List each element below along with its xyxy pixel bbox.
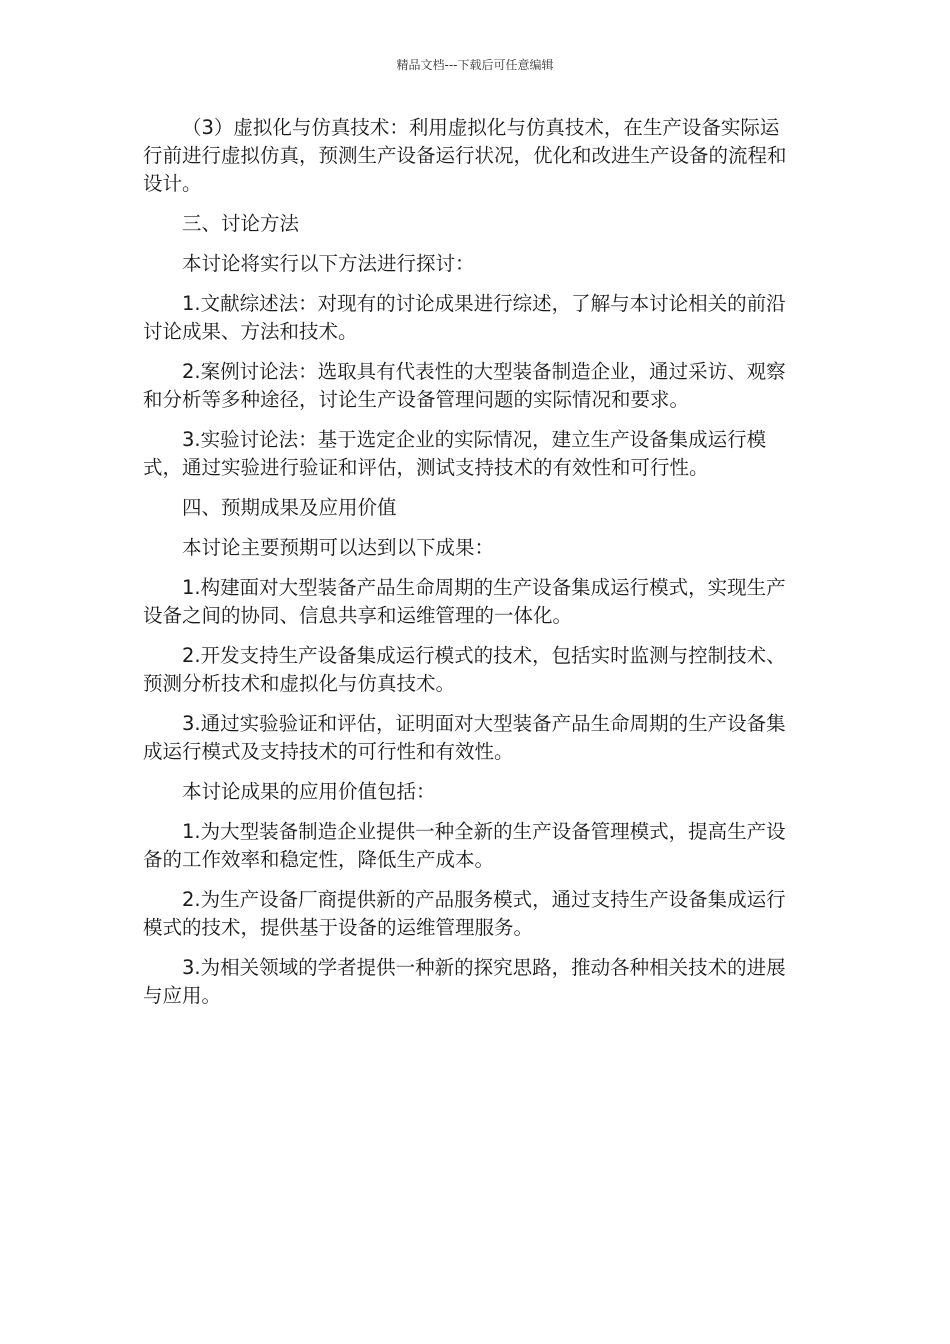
paragraph-results-intro: 本讨论主要预期可以达到以下成果： <box>182 536 495 559</box>
list-item-result-3: 3.通过实验验证和评估，证明面对大型装备产品生命周期的生产设备集成运行模式及支持技术的可行性和有效性。 <box>143 712 786 763</box>
list-item-result-2: 2.开发支持生产设备集成运行模式的技术，包括实时监测与控制技术、预测分析技术和虚拟化与仿真技术。 <box>143 644 786 695</box>
list-item-experiment: 3.实验讨论法：基于选定企业的实际情况，建立生产设备集成运行模式，通过实验进行验证和评估，测试支持技术的有效性和可行性。 <box>143 428 767 479</box>
paragraph-virtualization: （3）虚拟化与仿真技术：利用虚拟化与仿真技术，在生产设备实际运行前进行虚拟仿真，预测生产设备运行状况，优化和改进生产设备的流程和设计。 <box>143 116 787 195</box>
list-item-value-1: 1.为大型装备制造企业提供一种全新的生产设备管理模式，提高生产设备的工作效率和稳定性，降低生产成本。 <box>143 820 786 871</box>
list-item-value-3: 3.为相关领域的学者提供一种新的探究思路，推动各种相关技术的进展与应用。 <box>143 956 786 1007</box>
list-item-literature-review: 1.文献综述法：对现有的讨论成果进行综述，了解与本讨论相关的前沿讨论成果、方法和技术。 <box>143 292 786 343</box>
list-item-case-study: 2.案例讨论法：选取具有代表性的大型装备制造企业，通过采访、观察和分析等多种途径，讨论生产设备管理问题的实际情况和要求。 <box>143 360 786 411</box>
section-heading-methods: 三、讨论方法 <box>182 212 300 235</box>
document-body <box>143 114 793 1022</box>
paragraph-value-intro: 本讨论成果的应用价值包括： <box>182 780 436 803</box>
paragraph-methods-intro: 本讨论将实行以下方法进行探讨： <box>182 252 475 275</box>
list-item-result-1: 1.构建面对大型装备产品生命周期的生产设备集成运行模式，实现生产设备之间的协同、信息共享和运维管理的一体化。 <box>143 576 786 627</box>
section-heading-expected-results: 四、预期成果及应用价值 <box>182 496 397 519</box>
header-note: 精品文档---下载后可任意编辑 <box>396 58 554 72</box>
list-item-value-2: 2.为生产设备厂商提供新的产品服务模式，通过支持生产设备集成运行模式的技术，提供基于设备的运维管理服务。 <box>143 888 786 939</box>
